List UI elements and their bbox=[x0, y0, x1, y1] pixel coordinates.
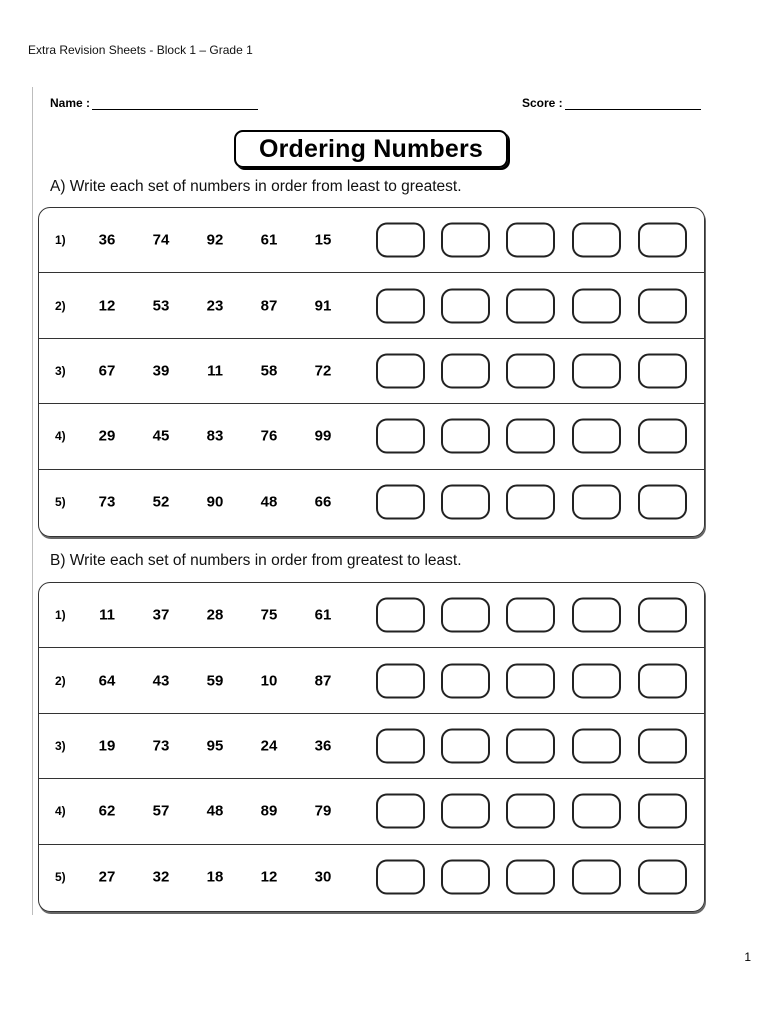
given-number: 89 bbox=[260, 802, 278, 820]
answer-box[interactable] bbox=[572, 728, 621, 763]
answer-box[interactable] bbox=[638, 353, 687, 388]
given-number: 12 bbox=[260, 868, 278, 886]
given-number: 67 bbox=[98, 362, 116, 380]
answer-box[interactable] bbox=[376, 794, 425, 829]
name-label: Name : bbox=[50, 96, 91, 110]
problem-number: 5) bbox=[55, 870, 66, 885]
answer-box[interactable] bbox=[572, 794, 621, 829]
problem-row bbox=[39, 779, 704, 844]
answer-box[interactable] bbox=[638, 485, 687, 520]
answer-box[interactable] bbox=[441, 860, 490, 895]
answer-box[interactable] bbox=[572, 223, 621, 258]
problem-number: 1) bbox=[55, 233, 66, 248]
answer-box[interactable] bbox=[638, 598, 687, 633]
given-number: 36 bbox=[314, 737, 332, 755]
answer-box[interactable] bbox=[376, 419, 425, 454]
given-number: 87 bbox=[314, 672, 332, 690]
answer-box[interactable] bbox=[506, 860, 555, 895]
given-number: 27 bbox=[98, 868, 116, 886]
given-number: 61 bbox=[314, 606, 332, 624]
page-number: 1 bbox=[744, 950, 751, 964]
given-number: 92 bbox=[206, 231, 224, 249]
problem-row bbox=[39, 470, 704, 535]
answer-box[interactable] bbox=[506, 223, 555, 258]
answer-box[interactable] bbox=[376, 860, 425, 895]
section-b-panel bbox=[38, 582, 705, 912]
answer-box[interactable] bbox=[441, 728, 490, 763]
given-number: 11 bbox=[99, 606, 115, 624]
problem-row bbox=[39, 273, 704, 338]
section-b-instruction: B) Write each set of numbers in order from greatest to least. bbox=[50, 552, 462, 569]
problem-number: 2) bbox=[55, 298, 66, 313]
answer-box[interactable] bbox=[638, 288, 687, 323]
given-number: 91 bbox=[314, 297, 332, 315]
given-number: 90 bbox=[206, 493, 224, 511]
given-number: 59 bbox=[206, 672, 224, 690]
answer-box[interactable] bbox=[441, 288, 490, 323]
given-number: 52 bbox=[152, 493, 170, 511]
given-number: 24 bbox=[260, 737, 278, 755]
given-number: 36 bbox=[98, 231, 116, 249]
given-number: 79 bbox=[314, 802, 332, 820]
name-blank-line[interactable] bbox=[92, 95, 258, 110]
answer-box[interactable] bbox=[441, 353, 490, 388]
given-number: 30 bbox=[314, 868, 332, 886]
answer-box[interactable] bbox=[572, 288, 621, 323]
problem-row bbox=[39, 845, 704, 910]
answer-box[interactable] bbox=[506, 485, 555, 520]
answer-box[interactable] bbox=[506, 419, 555, 454]
problem-row bbox=[39, 583, 704, 648]
answer-box[interactable] bbox=[638, 419, 687, 454]
answer-box[interactable] bbox=[376, 485, 425, 520]
given-number: 61 bbox=[260, 231, 278, 249]
answer-box[interactable] bbox=[441, 485, 490, 520]
given-number: 48 bbox=[260, 493, 278, 511]
problem-row bbox=[39, 714, 704, 779]
answer-box[interactable] bbox=[441, 794, 490, 829]
answer-box[interactable] bbox=[572, 353, 621, 388]
given-number: 75 bbox=[260, 606, 278, 624]
problem-number: 5) bbox=[55, 495, 66, 510]
score-blank-line[interactable] bbox=[565, 95, 701, 110]
answer-box[interactable] bbox=[572, 598, 621, 633]
answer-box[interactable] bbox=[638, 728, 687, 763]
given-number: 83 bbox=[206, 427, 224, 445]
answer-box[interactable] bbox=[376, 728, 425, 763]
answer-box[interactable] bbox=[506, 794, 555, 829]
given-number: 48 bbox=[206, 802, 224, 820]
given-number: 23 bbox=[206, 297, 224, 315]
given-number: 32 bbox=[152, 868, 170, 886]
given-number: 58 bbox=[260, 362, 278, 380]
given-number: 11 bbox=[207, 362, 223, 380]
answer-box[interactable] bbox=[572, 485, 621, 520]
given-number: 99 bbox=[314, 427, 332, 445]
problem-number: 4) bbox=[55, 429, 66, 444]
given-number: 12 bbox=[98, 297, 116, 315]
given-number: 29 bbox=[98, 427, 116, 445]
given-number: 39 bbox=[152, 362, 170, 380]
problem-number: 2) bbox=[55, 673, 66, 688]
given-number: 37 bbox=[152, 606, 170, 624]
answer-box[interactable] bbox=[506, 598, 555, 633]
given-number: 74 bbox=[152, 231, 170, 249]
problem-number: 1) bbox=[55, 608, 66, 623]
score-field bbox=[522, 95, 701, 110]
answer-box[interactable] bbox=[376, 223, 425, 258]
problem-row bbox=[39, 648, 704, 713]
section-a-instruction: A) Write each set of numbers in order from least to greatest. bbox=[50, 178, 462, 195]
answer-box[interactable] bbox=[441, 223, 490, 258]
answer-box[interactable] bbox=[441, 663, 490, 698]
answer-box[interactable] bbox=[506, 663, 555, 698]
problem-row bbox=[39, 339, 704, 404]
answer-box[interactable] bbox=[506, 728, 555, 763]
given-number: 18 bbox=[206, 868, 224, 886]
answer-box[interactable] bbox=[638, 663, 687, 698]
given-number: 57 bbox=[152, 802, 170, 820]
given-number: 87 bbox=[260, 297, 278, 315]
answer-box[interactable] bbox=[376, 598, 425, 633]
given-number: 66 bbox=[314, 493, 332, 511]
given-number: 15 bbox=[314, 231, 332, 249]
problem-number: 3) bbox=[55, 363, 66, 378]
given-number: 64 bbox=[98, 672, 116, 690]
given-number: 10 bbox=[260, 672, 278, 690]
answer-box[interactable] bbox=[506, 353, 555, 388]
given-number: 95 bbox=[206, 737, 224, 755]
given-number: 76 bbox=[260, 427, 278, 445]
given-number: 62 bbox=[98, 802, 116, 820]
answer-box[interactable] bbox=[638, 860, 687, 895]
answer-box[interactable] bbox=[638, 794, 687, 829]
answer-box[interactable] bbox=[572, 419, 621, 454]
answer-box[interactable] bbox=[572, 663, 621, 698]
section-a-panel bbox=[38, 207, 705, 537]
given-number: 73 bbox=[98, 493, 116, 511]
problem-number: 4) bbox=[55, 804, 66, 819]
sheet-left-border bbox=[32, 87, 33, 915]
given-number: 19 bbox=[98, 737, 116, 755]
answer-box[interactable] bbox=[441, 598, 490, 633]
given-number: 72 bbox=[314, 362, 332, 380]
name-field bbox=[50, 95, 258, 110]
given-number: 43 bbox=[152, 672, 170, 690]
given-number: 45 bbox=[152, 427, 170, 445]
answer-box[interactable] bbox=[376, 663, 425, 698]
score-label: Score : bbox=[522, 96, 563, 110]
problem-row bbox=[39, 208, 704, 273]
answer-box[interactable] bbox=[572, 860, 621, 895]
answer-box[interactable] bbox=[376, 353, 425, 388]
problem-number: 3) bbox=[55, 738, 66, 753]
answer-box[interactable] bbox=[638, 223, 687, 258]
problem-row bbox=[39, 404, 704, 469]
answer-box[interactable] bbox=[441, 419, 490, 454]
document-header: Extra Revision Sheets - Block 1 – Grade 1 bbox=[28, 43, 253, 57]
worksheet-title-text: Ordering Numbers bbox=[258, 134, 484, 163]
given-number: 28 bbox=[206, 606, 224, 624]
given-number: 73 bbox=[152, 737, 170, 755]
answer-box[interactable] bbox=[506, 288, 555, 323]
answer-box[interactable] bbox=[376, 288, 425, 323]
worksheet-title bbox=[234, 130, 508, 168]
given-number: 53 bbox=[152, 297, 170, 315]
